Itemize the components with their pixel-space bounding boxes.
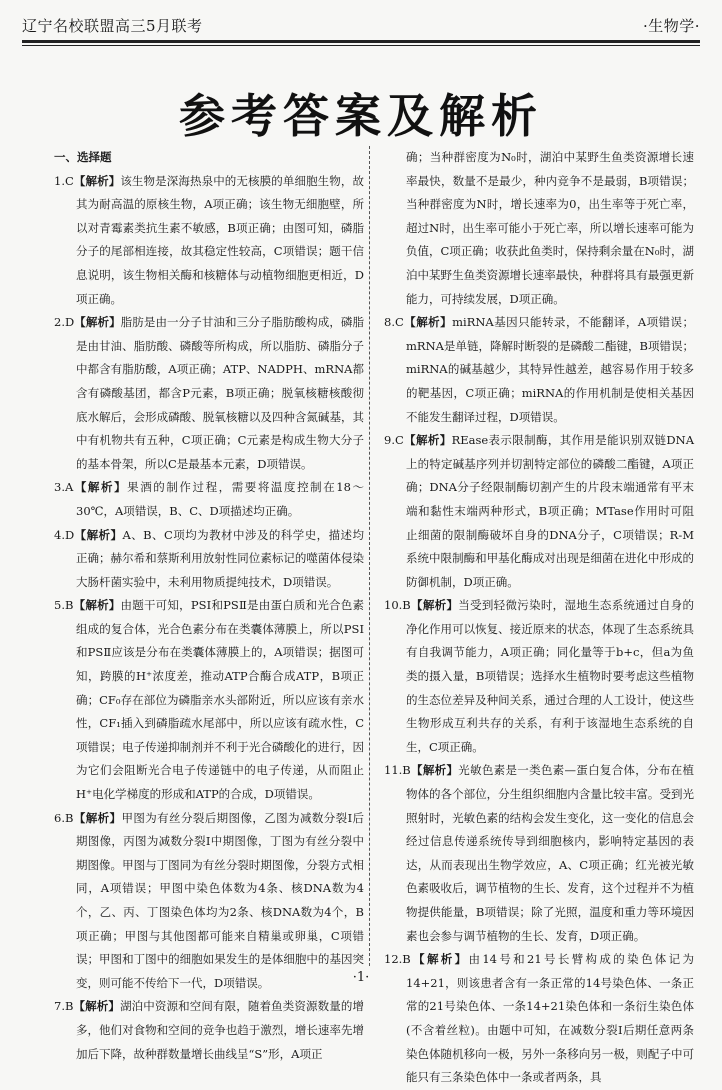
analysis-tag: 【解析】 [74,315,121,330]
answer-item [384,311,694,429]
answer-number: 9.C [384,433,404,448]
answer-number: 3.A [54,480,74,495]
analysis-tag: 【解析】 [74,527,123,542]
analysis-tag: 【解析】 [403,433,452,448]
answer-item [54,524,364,595]
answer-text: 脂肪是由一分子甘油和三分子脂肪酸构成，磷脂是由甘油、脂肪酸、磷酸等所构成，所以脂肪、磷脂分子中都含有脂肪酸，A项正确；ATP、NADPH、mRNA都含有磷酸基团，都含P元素，B项正确；脱氧核糖核酸彻底水解后，会形成磷酸、脱氧核糖以及四种含氮碱基，其中有机物共有五种，C项正确；C元素是构成生物大分子的基本骨架，所以C是最基本元素，D项错误。 [76,315,365,471]
header-rule-thick [22,40,700,43]
answer-text: 果酒的制作过程，需要将温度控制在18～30℃，A项错误，B、C、D项描述均正确。 [76,480,364,518]
answer-number: 7.B [54,999,74,1014]
column-divider [369,146,370,966]
answer-number: 12.B [384,952,411,967]
answer-number: 5.B [54,598,74,613]
page-title: 参考答案及解析 [179,89,543,143]
answer-text: 当受到轻微污染时，湿地生态系统通过自身的净化作用可以恢复、接近原来的状态，体现了生态系统具有自我调节能力，A项正确；同化量等于b+c，但a为鱼类的摄入量，B项错误；选择水生植物时要考虑这些植物的生态位差异及种间关系，通过合理的人工设计，使这些生物形成互利共存的关系，有利于该湿地生态系统的自生，C项正确。 [406,598,695,754]
answer-item [384,594,694,759]
analysis-tag: 【解析】 [73,598,121,613]
answer-text: 该生物是深海热泉中的无核膜的单细胞生物，故其为耐高温的原核生物，A项正确；该生物无细胞壁，所以对青霉素类抗生素不敏感，B项正确；由图可知，磷脂分子的尾部相连接，故其稳定性较高，C项错误；题干信息说明，该生物相关酶和核糖体与动植物细胞更相近，D项正确。 [76,173,365,306]
page-header [22,6,700,36]
answer-item [54,476,364,523]
analysis-tag: 【解析】 [410,952,469,967]
answer-number: 6.B [54,810,74,825]
answer-item [384,759,694,948]
answer-item [54,807,364,996]
answer-item [54,170,364,312]
analysis-tag: 【解析】 [73,173,121,188]
answer-number: 4.D [54,527,75,542]
answer-text: A、B、C项均为教材中涉及的科学史，描述均正确；赫尔希和蔡斯利用放射性同位素标记的噬菌体侵染大肠杆菌实验中，未利用物质提纯技术，D项错误。 [76,527,364,589]
answer-number: 2.D [54,315,75,330]
answer-item [54,995,364,1066]
answer-text: 湖泊中资源和空间有限，随着鱼类资源数量的增多，他们对食物和空间的竞争也趋于激烈，增长速率先增加后下降，故种群数量增长曲线呈“S”形，A项正 [76,999,365,1061]
analysis-tag: 【解析】 [403,315,453,330]
answer-item [384,146,694,311]
answer-text: REase表示限制酶，其作用是能识别双链DNA上的特定碱基序列并切割特定部位的磷酸二酯键，A项正确；DNA分子经限制酶切割产生的片段末端通常有平末端和黏性末端两种形式，B项正确；MTase作用时可阻止细菌的限制酶破坏自身的DNA分子，C项错误；R-M系统中限制酶和甲基化酶成对出现是细菌在进化中形成的防御机制，D项正确。 [406,433,695,589]
header-subject: ·生物学· [642,17,700,35]
answer-item [384,429,694,594]
analysis-tag: 【解析】 [73,480,128,495]
answer-item [54,594,364,806]
answer-text: 甲图为有丝分裂后期图像，乙图为减数分裂Ⅰ后期图像，丙图为减数分裂Ⅰ中期图像，丁图为有丝分裂中期图像。甲图与丁图同为有丝分裂时期图像，分裂方式相同，A项错误；甲图中染色体数为4条、核DNA数为4个，乙、丙、丁图染色体均为2条、核DNA数为4个，B项正确；甲图与其他图都可能来自精巢或卵巢，C项错误；甲图和丁图中的细胞如果发生的是体细胞中的基因突变，则可能不传给下一代，D项错误。 [76,810,365,990]
right-answer-list [384,146,694,1090]
answer-text: 由题干可知，PSⅠ和PSⅡ是由蛋白质和光合色素组成的复合体，光合色素分布在类囊体薄膜上，所以PSⅠ和PSⅡ应该是分布在类囊体薄膜上的，A项错误；据图可知，跨膜的H⁺浓度差，推动ATP合酶合成ATP，B项正确；CF₀存在部位为磷脂亲水头部附近，所以应该有亲水性，CF₁插入到磷脂疏水尾部中，所以应该有疏水性，C项错误；电子传递抑制剂并不利于光合磷酸化的进行，因为它们会阻断光合电子传递链中的电子传递，从而阻止H⁺电化学梯度的形成和ATP的合成，D项错误。 [76,598,364,802]
answer-number: 10.B [384,598,411,613]
answer-text: 由14号和21号长臂构成的染色体记为14+21，则该患者含有一条正常的14号染色体、一条正常的21号染色体、一条14+21染色体和一条衍生染色体(不含着丝粒)。由题中可知，在减数分裂Ⅰ后期任意两条染色体随机移向一极，另外一条移向另一极，则配子中可能只有三条染色体中一条或者两条，具 [406,952,695,1085]
analysis-tag: 【解析】 [410,598,459,613]
left-column [54,146,365,1061]
left-answer-list [54,170,364,1067]
answer-number: 11.B [384,763,411,778]
analysis-tag: 【解析】 [73,810,122,825]
answer-number: 8.C [384,315,404,330]
header-exam-name: 辽宁名校联盟高三5月联考 [22,17,203,35]
header-rule-thin [22,45,700,46]
answer-item [54,311,364,476]
analysis-tag: 【解析】 [410,763,459,778]
answer-text: 光敏色素是一类色素—蛋白复合体，分布在植物体的各个部位，分生组织细胞内含量比较丰富。受到光照射时，光敏色素的结构会发生变化，这一变化的信息会经过信息传递系统传导到细胞核内，影响特定基因的表达，从而表现出生物学效应，A、C项正确；红光被光敏色素吸收后，调节植物的生长、发育，这个过程并不为植物提供能量，B项错误；除了光照，温度和重力等环境因素也会参与调节植物的生长、发育，D项正确。 [406,763,695,943]
right-column [384,146,695,1085]
analysis-tag: 【解析】 [73,999,121,1014]
answer-number: 1.C [54,173,74,188]
page-number: ·1· [352,970,370,985]
answer-text: 确；当种群密度为N₀时，湖泊中某野生鱼类资源增长速率最快，数量不是最少，种内竞争不是最弱，B项错误；当种群密度为N时，增长速率为0，出生率等于死亡率，超过N时，出生率可能小于死亡率，所以增长速率可能为负值，C项正确；收获此鱼类时，保持剩余量在N₀时，湖泊中某野生鱼类资源增长速率最快，种群将具有最强更新能力，可持续发展，D项正确。 [406,150,694,306]
answer-text: miRNA基因只能转录，不能翻译，A项错误；mRNA是单链，降解时断裂的是磷酸二酯键，B项错误；miRNA的碱基越少，其特异性越差，越容易作用于较多的靶基因，C项正确；miRNA的作用机制是使相关基因不能发生翻译过程，D项错误。 [406,315,694,424]
section-title: 一、选择题 [54,150,112,164]
